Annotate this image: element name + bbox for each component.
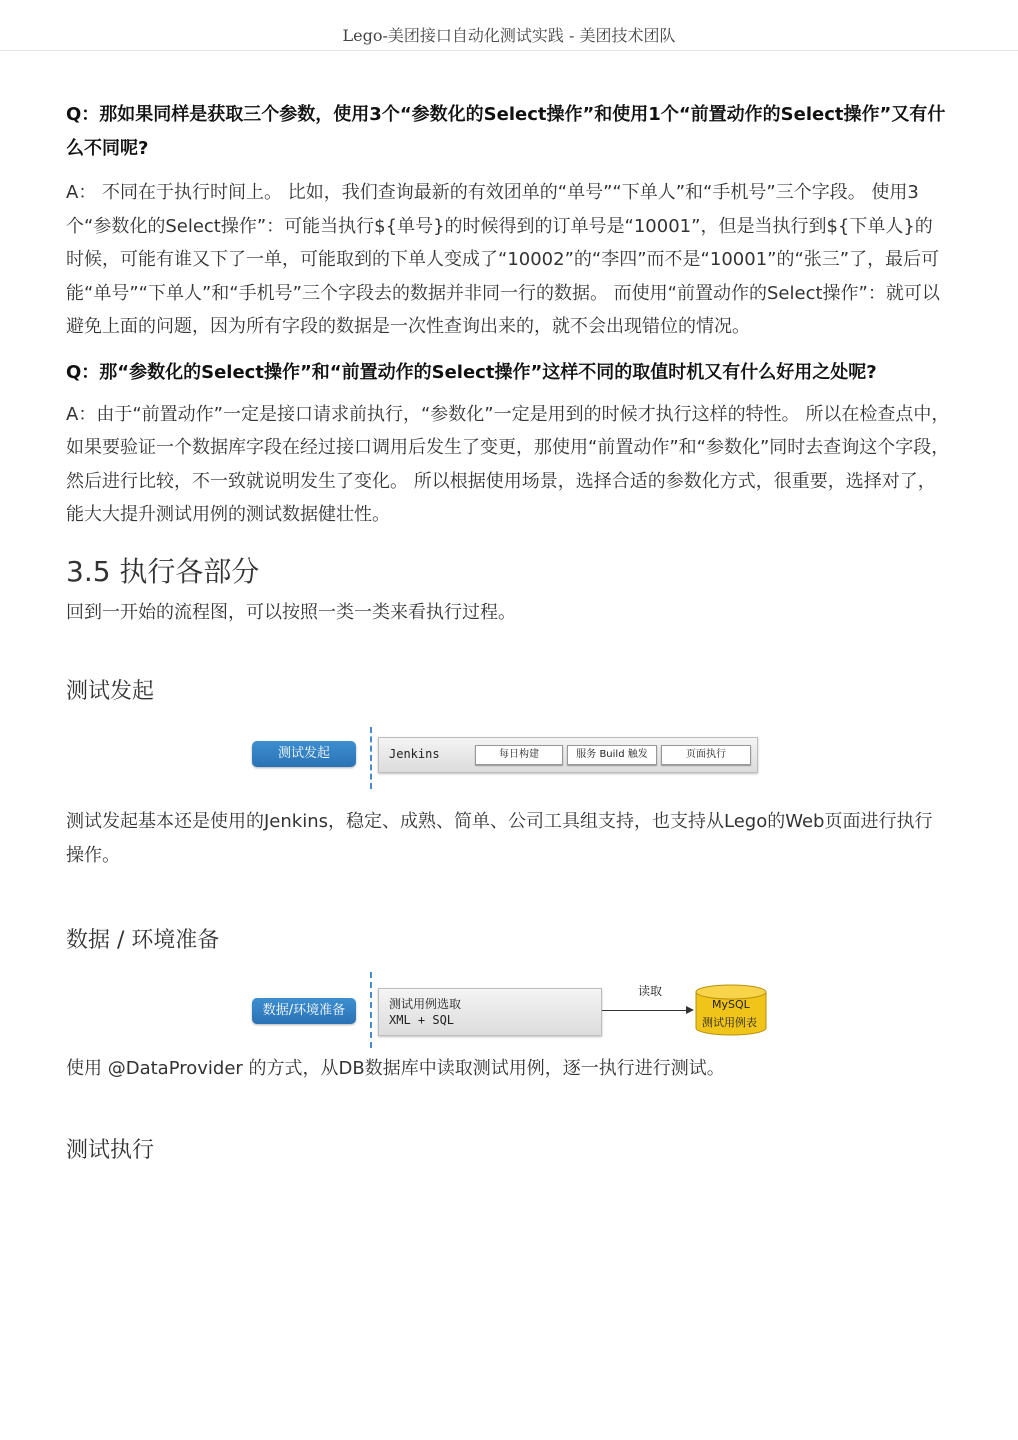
header-title: Lego-美团接口自动化测试实践 - 美团技术团队 xyxy=(342,26,676,45)
answer-2: A：由于“前置动作”一定是接口请求前执行，“参数化”一定是用到的时候才执行这样的特性。 所以在检查点中，如果要验证一个数据库字段在经过接口调用后发生了变更，那使用“前置动作”和“参数化”同时去查询这个字段，然后进行比较，不一致就说明发生了变化。 所以根据使用场景，选择合适的参数化方式，很重要，选择对了，能大大提升测试用例的测试数据健壮性。 xyxy=(66,403,950,525)
page-exec-button: 页面执行 xyxy=(661,745,751,765)
subsection-title-exec: 测试执行 xyxy=(66,1137,155,1163)
db-label-2: 测试用例表 xyxy=(702,1016,757,1029)
daily-build-button: 每日构建 xyxy=(475,745,563,765)
trigger-text: 测试发起基本还是使用的Jenkins，稳定、成熟、简单、公司工具组支持，也支持从Lego的Web页面进行执行操作。 xyxy=(66,811,933,866)
data-diagram xyxy=(66,972,950,1060)
xml-sql-label: XML + SQL xyxy=(389,1013,455,1027)
case-select-label: 测试用例选取 xyxy=(389,997,462,1011)
data-text: 使用 @DataProvider 的方式，从DB数据库中读取测试用例，逐一执行进行测试。 xyxy=(66,1058,725,1079)
read-arrow-head xyxy=(686,1006,694,1014)
jenkins-label: Jenkins xyxy=(389,747,440,761)
read-arrow-line xyxy=(602,1010,686,1011)
data-divider xyxy=(370,972,372,1048)
subsection-title-trigger: 测试发起 xyxy=(66,679,155,704)
jenkins-box xyxy=(378,737,758,773)
service-build-trigger-button: 服务 Build 触发 xyxy=(567,745,657,765)
trigger-divider xyxy=(370,727,372,789)
case-select-box xyxy=(378,988,602,1036)
db-label-1: MySQL xyxy=(712,998,750,1011)
page-header xyxy=(0,0,1018,51)
subsection-title-data: 数据 / 环境准备 xyxy=(66,928,220,953)
trigger-diagram xyxy=(66,719,950,805)
data-pill: 数据/环境准备 xyxy=(252,998,356,1024)
trigger-pill: 测试发起 xyxy=(252,741,356,767)
question-1: Q：那如果同样是获取三个参数，使用3个“参数化的Select操作”和使用1个“前置动作的Select操作”又有什么不同呢? xyxy=(66,104,946,159)
question-2: Q：那“参数化的Select操作”和“前置动作的Select操作”这样不同的取值时机又有什么好用之处呢? xyxy=(66,361,877,383)
read-label: 读取 xyxy=(638,984,663,998)
section-intro: 回到一开始的流程图，可以按照一类一类来看执行过程。 xyxy=(66,601,516,623)
answer-1: A： 不同在于执行时间上。 比如，我们查询最新的有效团单的“单号”“下单人”和“手机号”三个字段。 使用3个“参数化的Select操作”：可能当执行${单号}的时候得到的订单号是“10001”，但是当执行到${下单人}的时候，可能有谁又下了一单，可能取到的下单人变成了“10002”的“李四”而不是“10001”的“张三”了，最后可能“单号”“下单人”和“手机号”三个字段去的数据并非同一行的数据。 而使用“前置动作的Select操作”：就可以避免上面的问题，因为所有字段的数据是一次性查询出来的，就不会出现错位的情况。 xyxy=(66,182,940,337)
section-title: 3.5 执行各部分 xyxy=(66,554,260,588)
article-body xyxy=(66,98,950,1166)
